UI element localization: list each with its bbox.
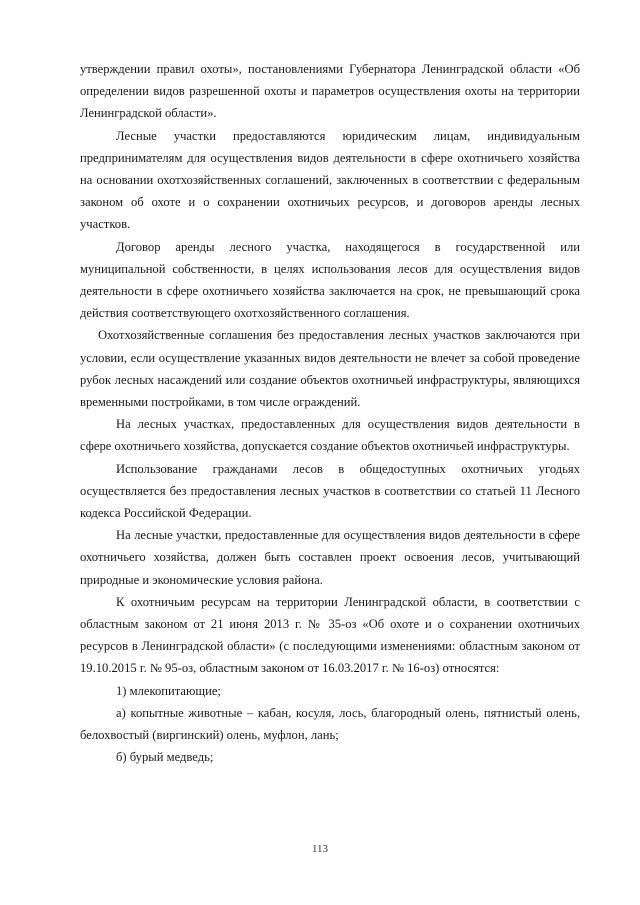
list-item-mammals: 1) млекопитающие; bbox=[116, 683, 221, 698]
paragraph-public-use: Использование гражданами лесов в общедоступных охотничьих угодьях осуществляется без предоставления лесных участков в соответствии со статьей 11 Лесного кодекса Российской Федерации. bbox=[80, 461, 580, 521]
paragraph-hunting-agreements: Охотхозяйственные соглашения без предоставления лесных участков заключаются при условии, если осуществление указанных видов деятельности не влечет за собой проведение рубок лесных насаждений или создание объектов охотничьей инфраструктуры, являющихся временными постройками, в том числе ограждений. bbox=[80, 328, 580, 410]
list-item-brown-bear: б) бурый медведь; bbox=[116, 750, 214, 765]
paragraph-hunting-resources: К охотничьим ресурсам на территории Ленинградской области, в соответствии с областным законом от 21 июня 2013 г. № 35-оз «Об охоте и о сохранении охотничьих ресурсов в Ленинградской области» (с последующими изменениями: областным законом от 19.10.2015 г. № 95-оз, областным законом от 16.03.2017 г. № 16-оз) относятся: bbox=[80, 594, 580, 676]
paragraph-development-project: На лесные участки, предоставленные для осуществления видов деятельности в сфере охотничьего хозяйства, должен быть составлен проект освоения лесов, учитывающий природные и экономические условия района. bbox=[80, 528, 580, 587]
page-number: 113 bbox=[311, 843, 329, 855]
paragraph-forest-plots: Лесные участки предоставляются юридическим лицам, индивидуальным предпринимателям для осуществления видов деятельности в сфере охотничьего хозяйства на основании охотхозяйственных соглашений, заключенных в соответствии с федеральным законом об охоте и о сохранении охотничьих ресурсов, и договоров аренды лесных участков. bbox=[80, 128, 580, 232]
paragraph-continuation: утверждении правил охоты», постановлениями Губернатора Ленинградской области «Об определении видов разрешенной охоты и параметров осуществления охоты на территории Ленинградской области». bbox=[80, 62, 580, 121]
paragraph-lease-agreement: Договор аренды лесного участка, находящегося в государственной или муниципальной собственности, в целях использования лесов для осуществления видов деятельности в сфере охотничьего хозяйства заключается на срок, не превышающий срока действия соответствующего охотхозяйственного соглашения. bbox=[80, 239, 580, 321]
document-body bbox=[80, 58, 580, 769]
list-item-ungulates: а) копытные животные – кабан, косуля, лось, благородный олень, пятнистый олень, белохвостый (виргинский) олень, муфлон, лань; bbox=[80, 705, 580, 743]
paragraph-infrastructure: На лесных участках, предоставленных для осуществления видов деятельности в сфере охотничьего хозяйства, допускается создание объектов охотничьей инфраструктуры. bbox=[80, 417, 580, 454]
